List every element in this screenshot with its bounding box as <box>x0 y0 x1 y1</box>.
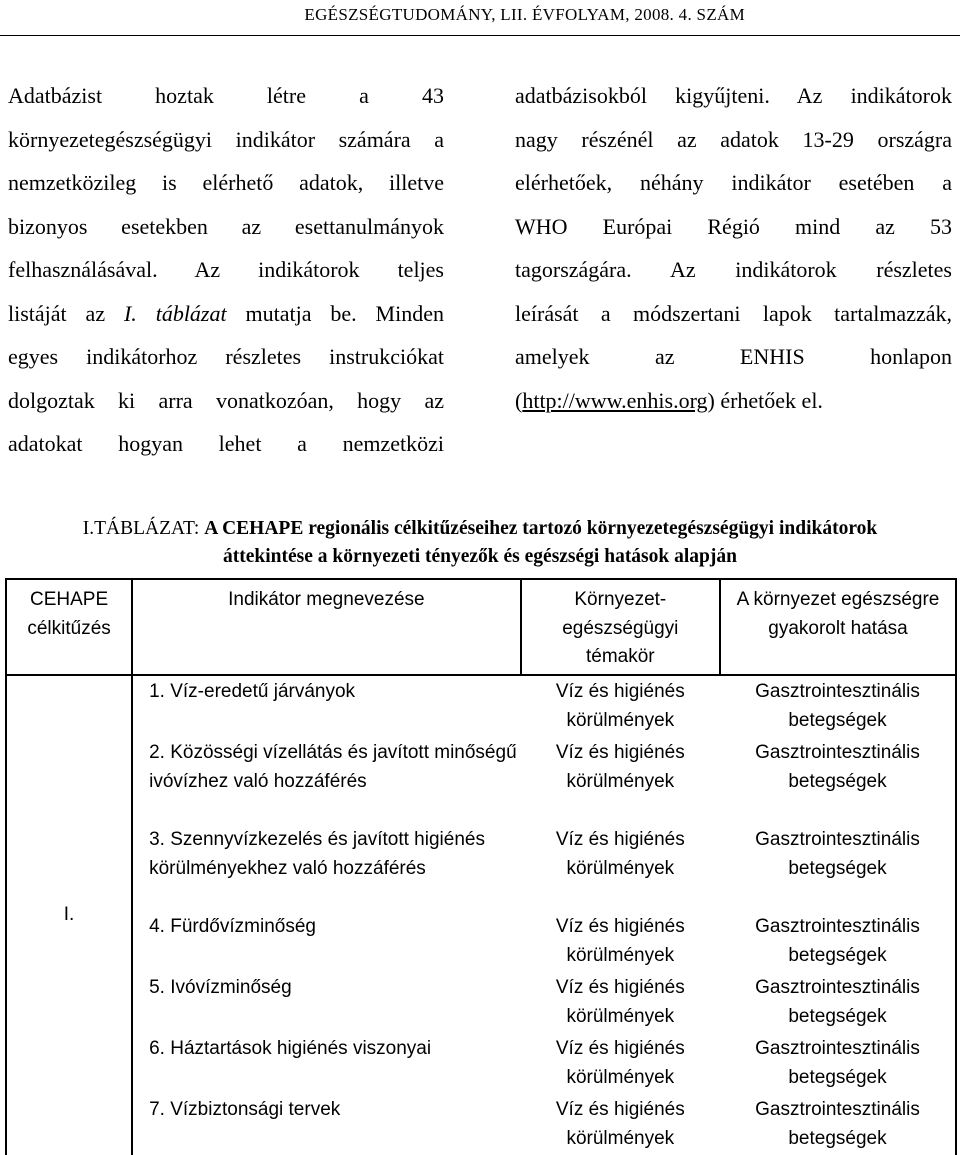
topic-cell: Víz és higiénés körülmények <box>555 977 685 1027</box>
caption-label: I.TÁBLÁZAT: <box>82 518 205 539</box>
table-row <box>6 737 956 824</box>
effect-cell: Gasztrointesztinális betegségek <box>720 1033 956 1094</box>
text-line: dolgoztak ki arra vonatkozóan, hogy az <box>8 387 444 413</box>
topic-cell: Víz és higiénés körülmények <box>555 829 685 879</box>
right-text-column <box>515 74 952 422</box>
table-reference: I. táblázat <box>123 300 227 326</box>
caption-line-1 <box>0 515 960 543</box>
topic-cell: Víz és higiénés körülmények <box>555 916 685 966</box>
effect-cell: Gasztrointesztinális betegségek <box>720 737 956 824</box>
header-goal: CEHAPE célkitűzés <box>6 579 132 675</box>
header-indicator: Indikátor megnevezése <box>132 579 521 675</box>
text-line: bizonyos esetekben az esettanulmányok <box>8 213 444 239</box>
caption-title-cont: áttekintése a környezeti tényezők és egészségi hatások alapján <box>223 546 737 567</box>
text-line: elérhetőek, néhány indikátor esetében a <box>515 170 952 195</box>
topic-cell: Víz és higiénés körülmények <box>555 742 685 792</box>
effect-cell: Gasztrointesztinális betegségek <box>720 1094 956 1155</box>
indicator-cell: 7. Vízbiztonsági tervek <box>132 1094 521 1155</box>
effect-cell: Gasztrointesztinális betegségek <box>720 824 956 911</box>
table-row <box>6 972 956 1033</box>
indicator-cell: 2. Közösségi vízellátás és javított minőségű ivóvízhez való hozzáférés <box>132 737 521 824</box>
table-caption <box>0 515 960 571</box>
text-line: leírását a módszertani lapok tartalmazzák, <box>515 300 952 326</box>
text-line: Adatbázist hoztak létre a 43 <box>8 83 444 108</box>
table-row <box>6 675 956 737</box>
text-line: tagországára. Az indikátorok részletes <box>515 257 952 282</box>
text-line <box>8 292 444 336</box>
text-line: egyes indikátorhoz részletes instrukciókat <box>8 344 444 369</box>
goal-cell: I. <box>6 675 132 1155</box>
text-line: nagy részénél az adatok 13-29 országra <box>515 126 952 152</box>
left-text-column <box>8 74 444 466</box>
text-line: adatokat hogyan lehet a nemzetközi <box>8 431 444 456</box>
indicator-cell: 4. Fürdővízminőség <box>132 911 521 972</box>
topic-cell: Víz és higiénés körülmények <box>555 1038 685 1088</box>
journal-title: EGÉSZSÉGTUDOMÁNY, LII. ÉVFOLYAM, 2008. 4. SZÁM <box>304 5 745 24</box>
text-fragment: listáját az <box>8 300 124 326</box>
indicator-cell: 3. Szennyvízkezelés és javított higiénés körülményekhez való hozzáférés <box>132 824 521 911</box>
table-row <box>6 1094 956 1155</box>
table-row <box>6 824 956 911</box>
text-line: amelyek az ENHIS honlapon <box>515 344 952 369</box>
text-line: WHO Európai Régió mind az 53 <box>515 213 952 239</box>
table-row <box>6 911 956 972</box>
text-fragment: ) érhetőek el. <box>707 387 823 413</box>
header-topic: Környezet-egészségügyi témakör <box>521 579 720 675</box>
text-line <box>515 379 952 423</box>
indicator-table <box>5 578 957 1155</box>
text-fragment: ( <box>515 387 523 413</box>
text-fragment: mutatja be. Minden <box>226 300 444 326</box>
indicator-cell: 6. Háztartások higiénés viszonyai <box>132 1033 521 1094</box>
table-header-row <box>6 579 956 675</box>
topic-cell: Víz és higiénés körülmények <box>555 1099 685 1149</box>
running-head <box>0 5 960 36</box>
effect-cell: Gasztrointesztinális betegségek <box>720 911 956 972</box>
enhis-link[interactable]: http://www.enhis.org <box>522 387 708 413</box>
header-effect: A környezet egészségre gyakorolt hatása <box>720 579 956 675</box>
caption-title: A CEHAPE regionális célkitűzéseihez tartozó környezetegészségügyi indikátorok <box>204 518 878 539</box>
effect-cell: Gasztrointesztinális betegségek <box>720 675 956 737</box>
table-row <box>6 1033 956 1094</box>
caption-line-2 <box>0 543 960 571</box>
text-line: környezetegészségügyi indikátor számára a <box>8 126 444 152</box>
indicator-cell: 5. Ivóvízminőség <box>132 972 521 1033</box>
indicator-cell: 1. Víz-eredetű járványok <box>132 675 521 737</box>
text-line: felhasználásával. Az indikátorok teljes <box>8 257 444 282</box>
topic-cell: Víz és higiénés körülmények <box>555 681 685 731</box>
text-line: nemzetközileg is elérhető adatok, illetve <box>8 170 444 195</box>
effect-cell: Gasztrointesztinális betegségek <box>720 972 956 1033</box>
text-line: adatbázisokból kigyűjteni. Az indikátorok <box>515 83 952 108</box>
